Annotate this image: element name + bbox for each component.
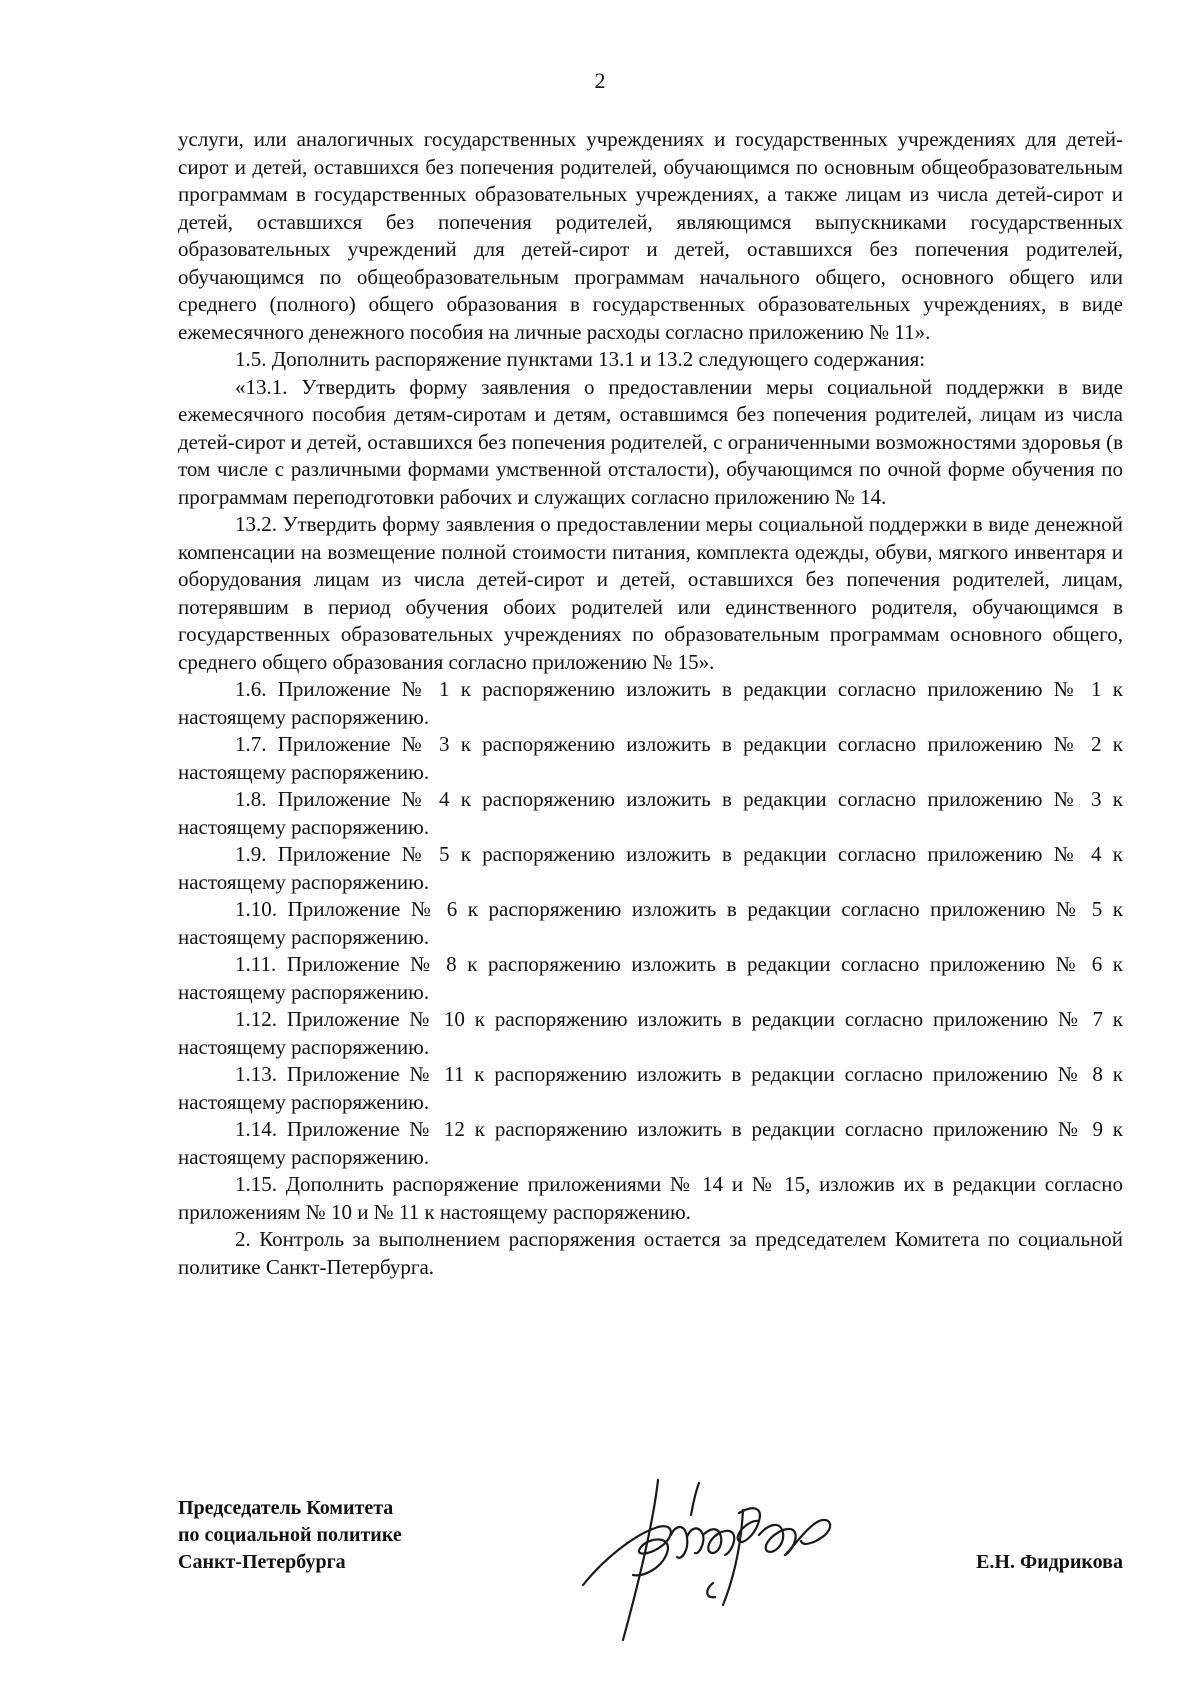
signatory-title-line: Санкт-Петербурга (178, 1551, 346, 1573)
signature-block (178, 1495, 1123, 1645)
paragraph: 1.14. Приложение № 12 к распоряжению изложить в редакции согласно приложению № 9 к настоящему распоряжению. (178, 1117, 1123, 1169)
paragraph: 1.13. Приложение № 11 к распоряжению изложить в редакции согласно приложению № 8 к настоящему распоряжению. (178, 1062, 1123, 1114)
signatory-title-line: Председатель Комитета (178, 1497, 394, 1519)
signatory-title (178, 1495, 402, 1576)
paragraph: 1.12. Приложение № 10 к распоряжению изложить в редакции согласно приложению № 7 к настоящему распоряжению. (178, 1007, 1123, 1059)
signatory-name: Е.Н. Фидрикова (976, 1551, 1123, 1573)
paragraph: 1.15. Дополнить распоряжение приложениями № 14 и № 15, изложив их в редакции согласно приложениям № 10 и № 11 к настоящему распоряжению. (178, 1172, 1123, 1224)
paragraph: 1.11. Приложение № 8 к распоряжению изложить в редакции согласно приложению № 6 к настоящему распоряжению. (178, 952, 1123, 1004)
handwritten-signature (563, 1465, 863, 1645)
paragraph: 1.8. Приложение № 4 к распоряжению изложить в редакции согласно приложению № 3 к настоящему распоряжению. (178, 787, 1123, 839)
paragraph: 2. Контроль за выполнением распоряжения остается за председателем Комитета по социальной политике Санкт-Петербурга. (178, 1227, 1123, 1279)
paragraph: 1.7. Приложение № 3 к распоряжению изложить в редакции согласно приложению № 2 к настоящему распоряжению. (178, 732, 1123, 784)
document-body (178, 126, 1123, 1281)
paragraph: услуги, или аналогичных государственных учреждениях и государственных учреждениях для детей-сирот и детей, оставшихся без попечения родителей, обучающимся по основным общеобразовательным программам в государственных образовательных учреждениях, а также лицам из числа детей-сирот и детей, оставшихся без попечения родителей, являющимся выпускниками государственных образовательных учреждений для детей-сирот и детей, оставшихся без попечения родителей, обучающимся по общеобразовательным программам начального общего, основного общего или среднего (полного) общего образования в государственных образовательных учреждениях, в виде ежемесячного денежного пособия на личные расходы согласно приложению № 11». (178, 127, 1123, 344)
signatory-title-line: по социальной политике (178, 1524, 402, 1546)
paragraph: 1.6. Приложение № 1 к распоряжению изложить в редакции согласно приложению № 1 к настоящему распоряжению. (178, 677, 1123, 729)
page-number: 2 (594, 68, 606, 93)
paragraph: 1.9. Приложение № 5 к распоряжению изложить в редакции согласно приложению № 4 к настоящему распоряжению. (178, 842, 1123, 894)
paragraph: 13.2. Утвердить форму заявления о предоставлении меры социальной поддержки в виде денежной компенсации на возмещение полной стоимости питания, комплекта одежды, обуви, мягкого инвентаря и оборудования лицам из числа детей-сирот и детей, оставшихся без попечения родителей, лицам, потерявшим в период обучения обоих родителей или единственного родителя, обучающимся в государственных образовательных учреждениях по образовательным программам основного общего, среднего общего образования согласно приложению № 15». (178, 512, 1123, 674)
paragraph: 1.5. Дополнить распоряжение пунктами 13.1 и 13.2 следующего содержания: (235, 347, 926, 371)
paragraph: «13.1. Утвердить форму заявления о предоставлении меры социальной поддержки в виде ежемесячного пособия детям-сиротам и детям, оставшимся без попечения родителей, лицам из числа детей-сирот и детей, оставшихся без попечения родителей, с ограниченными возможностями здоровья (в том числе с различными формами умственной отсталости), обучающимся по очной форме обучения по программам переподготовки рабочих и служащих согласно приложению № 14. (178, 374, 1123, 509)
paragraph: 1.10. Приложение № 6 к распоряжению изложить в редакции согласно приложению № 5 к настоящему распоряжению. (178, 897, 1123, 949)
